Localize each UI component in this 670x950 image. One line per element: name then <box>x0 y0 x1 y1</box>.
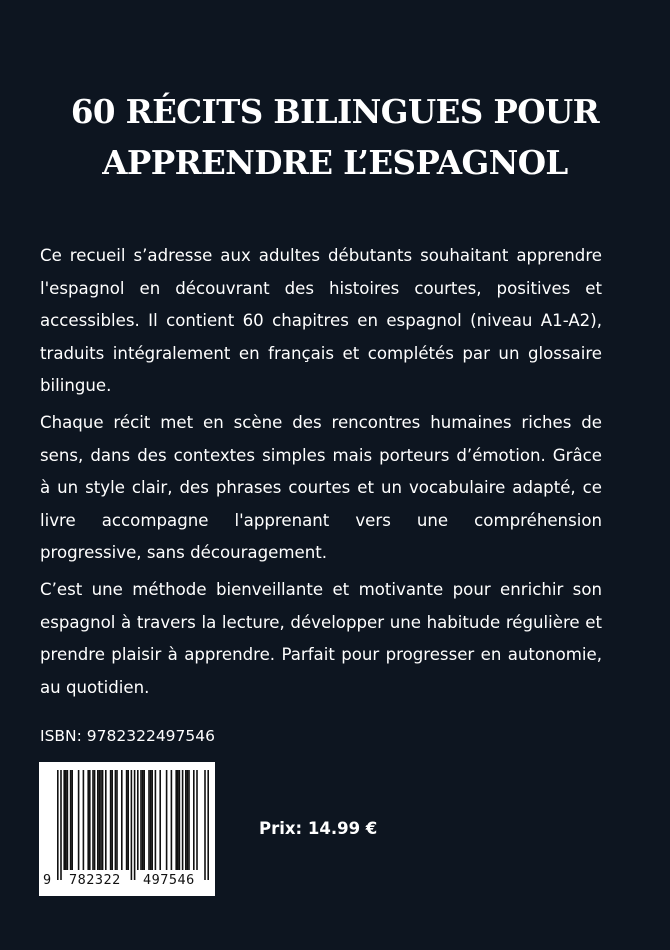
barcode-bar <box>134 770 136 880</box>
barcode-bar <box>111 770 113 870</box>
barcode-bar <box>60 770 62 880</box>
barcode-bar <box>100 770 102 870</box>
barcode-bar <box>196 770 198 870</box>
barcode-bar <box>70 770 72 870</box>
barcode-bar <box>57 770 59 880</box>
barcode-bar <box>166 770 168 870</box>
barcode-bar <box>105 770 107 870</box>
barcode-bar <box>187 770 189 870</box>
barcode-bar <box>97 770 99 870</box>
description-paragraph-1: Ce recueil s’adresse aux adultes débutants souhaitant apprendre l'espagnol en découvrant des histoires courtes, positives et accessibles. Il contient 60 chapitres en espagnol (niveau A1-A2), traduits intégralement en français et complétés par un glossaire bilingue. <box>40 246 602 396</box>
barcode-bar <box>87 770 89 870</box>
barcode-bar <box>185 770 187 870</box>
barcode-bar <box>65 770 67 870</box>
barcode-bar <box>116 770 118 870</box>
barcode-bar <box>63 770 65 870</box>
barcode-bar <box>207 770 209 880</box>
barcode-bar <box>126 770 128 870</box>
barcode-bar <box>175 770 177 870</box>
description-paragraph-3: C’est une méthode bienveillante et motivante pour enrichir son espagnol à travers la lecture, développer une habitude régulière et prendre plaisir à apprendre. Parfait pour progresser en autonomie, au quotidien. <box>40 579 602 697</box>
barcode-bar <box>140 770 142 870</box>
barcode-bar <box>143 770 145 870</box>
barcode-bar <box>155 770 157 870</box>
price-label: Prix: 14.99 € <box>259 819 378 838</box>
barcode-bar <box>137 770 139 870</box>
barcode-bar <box>151 770 153 870</box>
barcode-bar <box>110 770 112 870</box>
barcode-digits-group-2: 497546 <box>143 872 195 888</box>
barcode-bar <box>127 770 129 870</box>
barcode-digits <box>39 872 215 892</box>
barcode-bar <box>92 770 94 870</box>
barcode-digits-group-1: 782322 <box>69 872 121 888</box>
barcode-bar <box>182 770 184 870</box>
barcode-bar <box>179 770 181 870</box>
isbn-label: ISBN: 9782322497546 <box>40 727 215 745</box>
barcode-bar <box>102 770 104 870</box>
barcode-bar <box>204 770 206 880</box>
barcode-bar <box>159 770 161 870</box>
barcode-bar <box>150 770 152 870</box>
barcode-bar <box>177 770 179 870</box>
barcode-bar <box>142 770 144 870</box>
barcode-bar <box>99 770 101 870</box>
book-title-line-2: APPRENDRE L’ESPAGNOL <box>102 143 568 182</box>
barcode-bar <box>193 770 195 870</box>
barcode-bar <box>115 770 117 870</box>
barcode-bar <box>171 770 173 870</box>
barcode <box>39 762 215 896</box>
barcode-first-digit: 9 <box>43 872 52 888</box>
barcode-bar <box>83 770 85 870</box>
barcode-bar <box>71 770 73 870</box>
barcode-bar <box>94 770 96 870</box>
book-description <box>40 240 602 704</box>
barcode-bar <box>67 770 69 870</box>
barcode-bar <box>148 770 150 870</box>
barcode-bar <box>131 770 133 880</box>
barcode-bar <box>89 770 91 870</box>
barcode-bar <box>78 770 80 870</box>
book-title <box>20 86 650 188</box>
barcode-bar <box>188 770 190 870</box>
description-paragraph-2: Chaque récit met en scène des rencontres humaines riches de sens, dans des contextes simples mais porteurs d’émotion. Grâce à un style clair, des phrases courtes et un vocabulaire adapté, ce livre accompagne l'apprenant vers une compréhension progressive, sans découragement. <box>40 412 602 563</box>
barcode-bar <box>121 770 123 870</box>
book-title-line-1: 60 RÉCITS BILINGUES POUR <box>70 92 600 131</box>
